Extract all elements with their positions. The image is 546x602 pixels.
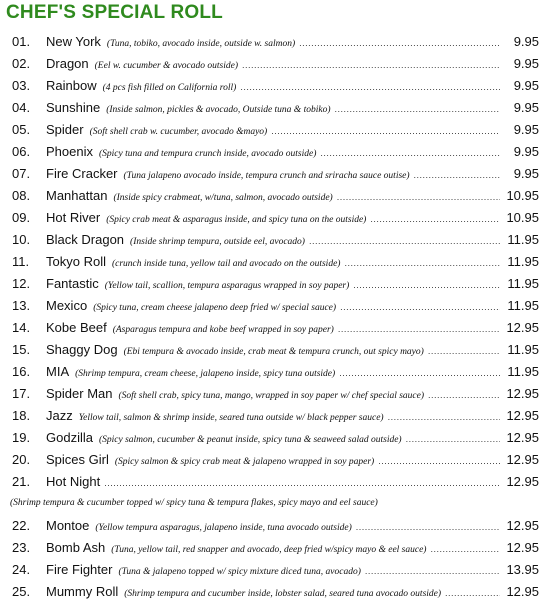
item-entry xyxy=(46,166,502,181)
item-entry xyxy=(46,364,502,379)
item-number: 13. xyxy=(12,297,31,313)
item-entry xyxy=(46,474,502,489)
dot-leader xyxy=(340,302,500,312)
item-entry xyxy=(46,78,502,93)
item-number: 25. xyxy=(12,583,31,599)
dot-leader xyxy=(320,148,500,158)
item-number: 11. xyxy=(12,253,30,269)
item-number: 21. xyxy=(12,473,31,489)
dot-leader xyxy=(378,456,500,466)
item-price: 10.95 xyxy=(506,187,539,203)
item-price: 12.95 xyxy=(506,473,539,489)
item-name: Fantastic xyxy=(46,275,99,291)
item-name: Fire Cracker xyxy=(46,165,118,181)
dot-leader xyxy=(337,192,500,202)
item-price: 12.95 xyxy=(506,451,539,467)
dot-leader xyxy=(428,390,500,400)
item-price: 11.95 xyxy=(507,231,539,247)
item-description: (Ebi tempura & avocado inside, crab meat & tempura crunch, out spicy mayo) xyxy=(123,346,424,357)
item-description: (Inside salmon, pickles & avocado, Outside tuna & tobiko) xyxy=(106,104,331,115)
menu-item xyxy=(0,338,546,360)
dot-leader xyxy=(414,170,500,180)
item-name: Hot Night xyxy=(46,473,101,489)
item-number: 24. xyxy=(12,561,31,577)
item-entry xyxy=(46,408,502,423)
item-number: 05. xyxy=(12,121,31,137)
menu-item xyxy=(0,96,546,118)
item-number: 02. xyxy=(12,55,31,71)
item-description: (Spicy tuna, cream cheese jalapeno deep fried w/ special sauce) xyxy=(93,302,337,313)
item-description: (Yellow tempura asparagus, jalapeno inside, tuna avocado outside) xyxy=(95,522,352,533)
menu-item xyxy=(0,272,546,294)
menu-item-note xyxy=(0,492,546,514)
item-description: (Yellow tail, scallion, tempura asparagus wrapped in soy paper) xyxy=(104,280,350,291)
item-number: 16. xyxy=(12,363,31,379)
item-name: New York xyxy=(46,33,101,49)
dot-leader xyxy=(335,104,501,114)
item-entry xyxy=(46,540,502,555)
menu-item xyxy=(0,140,546,162)
item-entry xyxy=(46,342,502,357)
menu-item xyxy=(0,514,546,536)
menu-item xyxy=(0,250,546,272)
item-price: 9.95 xyxy=(513,55,539,71)
menu-item xyxy=(0,118,546,140)
dot-leader xyxy=(271,126,500,136)
item-description: (Inside shrimp tempura, outside eel, avocado) xyxy=(130,236,305,247)
item-price: 12.95 xyxy=(506,539,539,555)
dot-leader xyxy=(339,368,500,378)
item-number: 18. xyxy=(12,407,31,423)
item-description: (Tuna jalapeno avocado inside, tempura crunch and sriracha sauce outise) xyxy=(123,170,410,181)
item-name: Dragon xyxy=(46,55,89,71)
item-entry xyxy=(46,452,502,467)
item-description: Yellow tail, salmon & shrimp inside, seared tuna outside w/ black pepper sauce) xyxy=(78,412,384,423)
item-description: (4 pcs fish filled on California roll) xyxy=(102,82,237,93)
item-entry xyxy=(46,144,502,159)
item-name: Spider xyxy=(46,121,84,137)
menu-item xyxy=(0,404,546,426)
item-number: 01. xyxy=(12,33,31,49)
dot-leader xyxy=(430,544,500,554)
menu-item xyxy=(0,448,546,470)
item-description: (Inside spicy crabmeat, w/tuna, salmon, avocado outside) xyxy=(113,192,333,203)
menu-item xyxy=(0,536,546,558)
dot-leader xyxy=(356,522,500,532)
item-price: 11.95 xyxy=(507,275,539,291)
menu-item xyxy=(0,558,546,580)
item-name: Bomb Ash xyxy=(46,539,106,555)
item-entry xyxy=(46,386,502,401)
menu-item xyxy=(0,228,546,250)
menu-item xyxy=(0,184,546,206)
item-price: 12.95 xyxy=(506,517,539,533)
item-entry xyxy=(46,298,502,313)
item-description: (Tuna, tobiko, avocado inside, outside w. salmon) xyxy=(106,38,296,49)
dot-leader xyxy=(365,566,500,576)
item-name: Fire Fighter xyxy=(46,561,113,577)
item-price: 11.95 xyxy=(507,253,539,269)
item-name: Rainbow xyxy=(46,77,97,93)
menu-item xyxy=(0,206,546,228)
menu-item xyxy=(0,294,546,316)
item-price: 12.95 xyxy=(506,385,539,401)
item-price: 10.95 xyxy=(506,209,539,225)
dot-leader xyxy=(242,60,500,70)
item-number: 17. xyxy=(12,385,31,401)
item-number: 22. xyxy=(12,517,31,533)
item-name: Hot River xyxy=(46,209,101,225)
item-name: Black Dragon xyxy=(46,231,125,247)
menu-item xyxy=(0,382,546,404)
item-entry xyxy=(46,276,502,291)
item-description: (Shrimp tempura and cucumber inside, lobster salad, seared tuna avocado outside) xyxy=(124,588,442,599)
item-description: (crunch inside tuna, yellow tail and avocado on the outside) xyxy=(111,258,341,269)
dot-leader xyxy=(428,346,500,356)
item-description: (Spicy crab meat & asparagus inside, and spicy tuna on the outside) xyxy=(106,214,367,225)
dot-leader xyxy=(309,236,500,246)
item-entry xyxy=(46,100,502,115)
item-price: 9.95 xyxy=(513,77,539,93)
dot-leader xyxy=(240,82,500,92)
item-note: (Shrimp tempura & cucumber topped w/ spicy tuna & tempura flakes, spicy mayo and eel sauce) xyxy=(10,498,378,508)
item-number: 10. xyxy=(12,231,31,247)
item-name: Phoenix xyxy=(46,143,93,159)
item-number: 15. xyxy=(12,341,31,357)
item-price: 9.95 xyxy=(513,121,539,137)
item-price: 9.95 xyxy=(513,165,539,181)
item-description: (Eel w. cucumber & avocado outside) xyxy=(94,60,238,71)
item-name: Spices Girl xyxy=(46,451,109,467)
item-name: Kobe Beef xyxy=(46,319,107,335)
item-number: 19. xyxy=(12,429,31,445)
item-price: 13.95 xyxy=(506,561,539,577)
dot-leader xyxy=(338,324,500,334)
item-description: (Spicy salmon, cucumber & peanut inside, spicy tuna & seaweed salad outside) xyxy=(98,434,402,445)
item-entry xyxy=(46,584,502,599)
item-price: 11.95 xyxy=(507,363,539,379)
item-price: 12.95 xyxy=(506,429,539,445)
item-entry xyxy=(46,188,502,203)
item-name: Tokyo Roll xyxy=(46,253,106,269)
item-entry xyxy=(46,210,502,225)
item-number: 20. xyxy=(12,451,31,467)
item-entry xyxy=(46,122,502,137)
item-price: 12.95 xyxy=(506,407,539,423)
item-name: MIA xyxy=(46,363,70,379)
item-name: Sunshine xyxy=(46,99,101,115)
item-name: Godzilla xyxy=(46,429,93,445)
item-price: 9.95 xyxy=(513,33,539,49)
item-name: Montoe xyxy=(46,517,90,533)
dot-leader xyxy=(299,38,500,48)
menu-item xyxy=(0,360,546,382)
dot-leader xyxy=(344,258,500,268)
item-description: (Asparagus tempura and kobe beef wrapped in soy paper) xyxy=(112,324,334,335)
menu-item xyxy=(0,74,546,96)
dot-leader xyxy=(445,588,500,598)
item-entry xyxy=(46,56,502,71)
dot-leader xyxy=(104,478,500,488)
item-number: 08. xyxy=(12,187,31,203)
item-name: Spider Man xyxy=(46,385,113,401)
item-description: (Tuna, yellow tail, red snapper and avocado, deep fried w/spicy mayo & eel sauce) xyxy=(111,544,427,555)
item-number: 06. xyxy=(12,143,31,159)
item-name: Mummy Roll xyxy=(46,583,119,599)
item-number: 09. xyxy=(12,209,31,225)
item-entry xyxy=(46,562,502,577)
item-entry xyxy=(46,34,502,49)
item-price: 11.95 xyxy=(507,341,539,357)
item-entry xyxy=(46,320,502,335)
item-description: (Shrimp tempura, cream cheese, jalapeno inside, spicy tuna outside) xyxy=(75,368,336,379)
menu-title: CHEF'S SPECIAL ROLL xyxy=(6,2,223,23)
item-name: Manhattan xyxy=(46,187,108,203)
item-entry xyxy=(46,254,502,269)
item-price: 9.95 xyxy=(513,99,539,115)
menu-item xyxy=(0,52,546,74)
item-entry xyxy=(46,518,502,533)
item-entry xyxy=(46,232,502,247)
menu-item xyxy=(0,580,546,602)
item-description: (Soft shell crab w. cucumber, avocado &mayo) xyxy=(89,126,268,137)
item-number: 07. xyxy=(12,165,31,181)
item-name: Jazz xyxy=(46,407,73,423)
menu-item xyxy=(0,426,546,448)
item-price: 12.95 xyxy=(506,319,539,335)
item-name: Shaggy Dog xyxy=(46,341,118,357)
item-number: 14. xyxy=(12,319,31,335)
item-price: 12.95 xyxy=(506,583,539,599)
item-number: 12. xyxy=(12,275,31,291)
item-price: 9.95 xyxy=(513,143,539,159)
dot-leader xyxy=(370,214,500,224)
dot-leader xyxy=(353,280,500,290)
item-entry xyxy=(46,430,502,445)
dot-leader xyxy=(406,434,500,444)
menu-item xyxy=(0,316,546,338)
item-number: 04. xyxy=(12,99,31,115)
menu-item xyxy=(0,30,546,52)
item-name: Mexico xyxy=(46,297,88,313)
menu-list xyxy=(0,30,546,602)
item-number: 03. xyxy=(12,77,31,93)
item-description: (Tuna & jalapeno topped w/ spicy mixture diced tuna, avocado) xyxy=(118,566,361,577)
item-description: (Spicy tuna and tempura crunch inside, avocado outside) xyxy=(98,148,317,159)
dot-leader xyxy=(388,412,500,422)
item-description: (Soft shell crab, spicy tuna, mango, wrapped in soy paper w/ chef special sauce) xyxy=(118,390,425,401)
item-number: 23. xyxy=(12,539,31,555)
item-description: (Spicy salmon & spicy crab meat & jalapeno wrapped in soy paper) xyxy=(114,456,375,467)
item-price: 11.95 xyxy=(507,297,539,313)
menu-item xyxy=(0,470,546,492)
menu-item xyxy=(0,162,546,184)
